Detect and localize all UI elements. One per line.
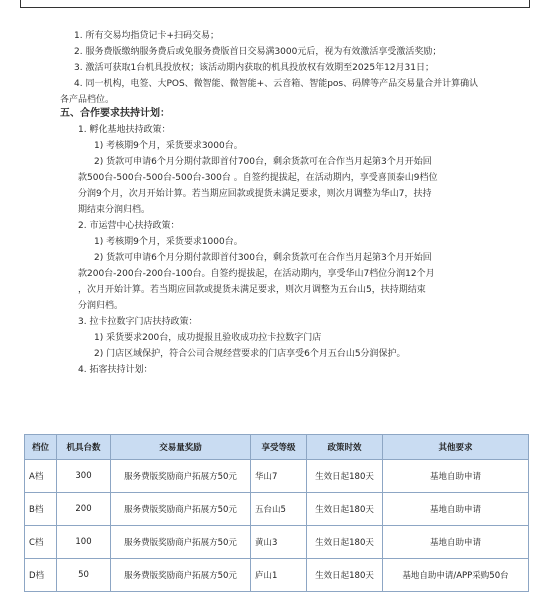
policy-2-item-2-cont-1: 款200台-200台-200台-100台。自签约提拔起，在活动期内，享受华山7档位分润12个月 [78, 269, 435, 279]
header-validity: 政策时效 [307, 435, 383, 460]
cell-other-requirements: 基地自助申请/APP采购50台 [383, 559, 529, 592]
policy-1-title: 1. 孵化基地扶持政策： [78, 125, 171, 135]
policy-2-title: 2. 市运营中心扶持政策： [78, 221, 180, 231]
cell-tier: D档 [25, 559, 57, 592]
support-tier-table [24, 434, 529, 592]
header-volume-reward: 交易量奖励 [111, 435, 251, 460]
policy-3-item-2: 2) 门店区域保护，符合公司合规经营要求的门店享受6个月五台山5分润保护。 [94, 349, 406, 359]
rule-line-1: 1. 所有交易均指贷记卡+扫码交易； [74, 31, 219, 41]
cell-validity: 生效日起180天 [307, 559, 383, 592]
policy-2-item-2-cont-2: ，次月开始计算。若当期应回款或提货未满足要求，则次月调整为五台山5，扶持期结束 [78, 285, 426, 295]
policy-3-item-1: 1) 采货要求200台，成功提报且验收成功拉卡拉数字门店 [94, 333, 322, 343]
cell-device-count: 200 [57, 493, 111, 526]
section-heading: 五、合作要求扶持计划： [60, 108, 170, 119]
policy-1-item-2-cont-2: 分润9个月，次月开始计算。若当期应回款或提货未满足要求，则次月调整为华山7，扶持 [78, 189, 432, 199]
policy-2-item-2-cont-3: 分润归档。 [78, 301, 124, 311]
table-row [25, 460, 529, 493]
table-row [25, 493, 529, 526]
cell-tier: A档 [25, 460, 57, 493]
rule-line-4: 4. 同一机构，电签、大POS、微智能、微智能+、云音箱、智能pos、码牌等产品交易量合并计算确认 [74, 79, 479, 89]
cell-device-count: 300 [57, 460, 111, 493]
cell-tier: B档 [25, 493, 57, 526]
policy-1-item-1: 1) 考核期9个月，采货要求3000台。 [94, 141, 243, 151]
policy-1-item-2: 2) 货款可申请6个月分期付款即首付700台，剩余货款可在合作当月起第3个月开始回 [94, 157, 432, 167]
cell-validity: 生效日起180天 [307, 493, 383, 526]
cell-level: 庐山1 [251, 559, 307, 592]
cell-volume-reward: 服务费版奖励商户拓展方50元 [111, 559, 251, 592]
policy-2-item-1: 1) 考核期9个月，采货要求1000台。 [94, 237, 243, 247]
cell-volume-reward: 服务费版奖励商户拓展方50元 [111, 460, 251, 493]
table-row [25, 526, 529, 559]
header-level: 享受等级 [251, 435, 307, 460]
cell-device-count: 100 [57, 526, 111, 559]
cell-volume-reward: 服务费版奖励商户拓展方50元 [111, 526, 251, 559]
cell-validity: 生效日起180天 [307, 460, 383, 493]
cell-level: 五台山5 [251, 493, 307, 526]
rule-line-2: 2. 服务费版缴纳服务费后或免服务费版首日交易满3000元后，视为有效激活享受激活奖励； [74, 47, 442, 57]
cell-other-requirements: 基地自助申请 [383, 460, 529, 493]
cell-validity: 生效日起180天 [307, 526, 383, 559]
cell-device-count: 50 [57, 559, 111, 592]
rule-line-4-cont: 各产品档位。 [60, 95, 115, 105]
cell-other-requirements: 基地自助申请 [383, 493, 529, 526]
policy-3-title: 3. 拉卡拉数字门店扶持政策： [78, 317, 198, 327]
header-tier: 档位 [25, 435, 57, 460]
table-header-row [25, 435, 529, 460]
cell-tier: C档 [25, 526, 57, 559]
rule-line-3: 3. 激活可获取1台机具投放权；该活动期内获取的机具投放权有效期至2025年12月31日； [74, 63, 434, 73]
cell-volume-reward: 服务费版奖励商户拓展方50元 [111, 493, 251, 526]
policy-1-item-2-cont-1: 款500台-500台-500台-500台-300台 。自签约提拔起，在活动期内，享受喜顶泰山9档位 [78, 173, 438, 183]
header-device-count: 机具台数 [57, 435, 111, 460]
header-other-requirements: 其他要求 [383, 435, 529, 460]
policy-2-item-2: 2) 货款可申请6个月分期付款即首付300台，剩余货款可在合作当月起第3个月开始回 [94, 253, 432, 263]
cell-level: 黄山3 [251, 526, 307, 559]
policy-1-item-2-cont-3: 期结束分润归档。 [78, 205, 151, 215]
table-row [25, 559, 529, 592]
cell-level: 华山7 [251, 460, 307, 493]
cell-other-requirements: 基地自助申请 [383, 526, 529, 559]
policy-4-title: 4. 拓客扶持计划： [78, 365, 153, 375]
